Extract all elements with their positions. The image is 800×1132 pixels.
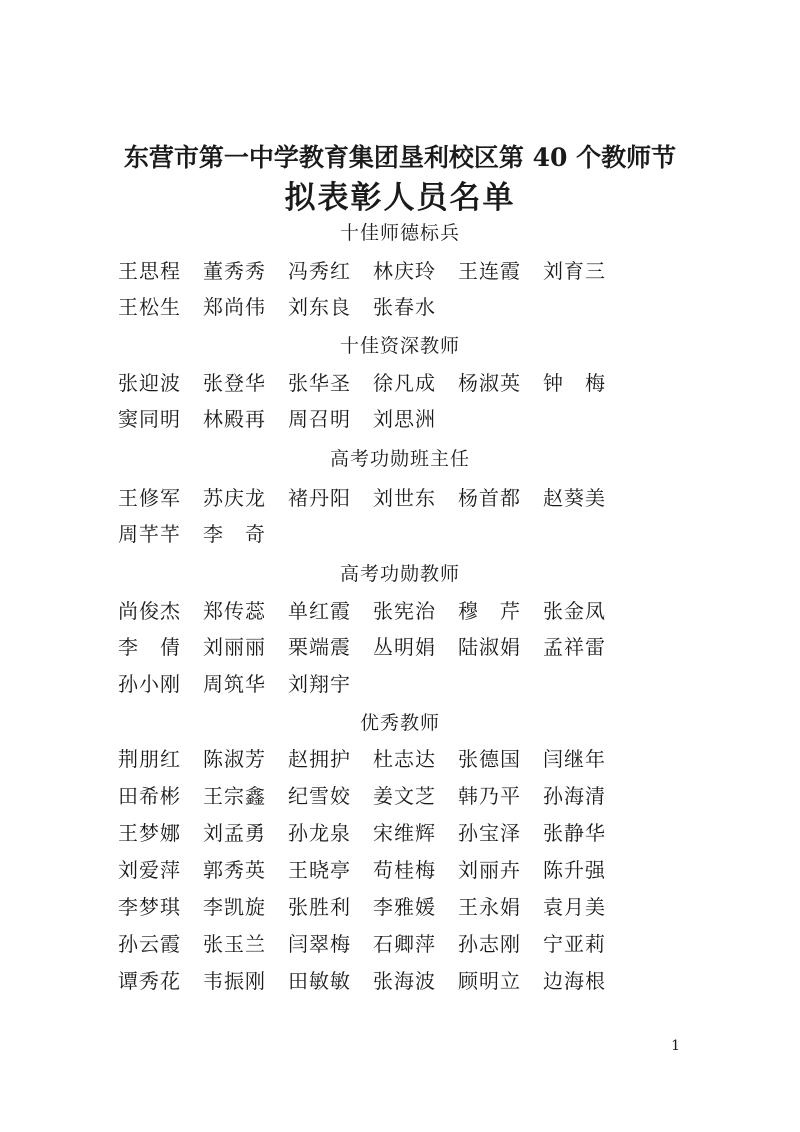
name-row <box>118 854 628 883</box>
name-entry: 张胜利 <box>288 895 351 919</box>
name-entry: 苟桂梅 <box>373 858 436 882</box>
section-heading: 高考功勋教师 <box>339 563 460 585</box>
name-entry: 杜志达 <box>373 747 436 771</box>
document-title: 东营市第一中学教育集团垦利校区第 40 个教师节 <box>123 143 677 172</box>
name-entry: 孟祥雷 <box>543 635 606 659</box>
name-entry: 杨首都 <box>458 486 521 510</box>
name-entry: 杨淑英 <box>458 371 521 395</box>
name-entry: 孙海清 <box>543 784 606 808</box>
name-entry: 张春水 <box>373 295 436 319</box>
section-heading: 十佳师德标兵 <box>339 222 460 244</box>
page-number: 1 <box>671 1038 680 1054</box>
name-row <box>118 743 628 772</box>
name-entry: 孙小刚 <box>118 672 181 696</box>
document-subtitle: 拟表彰人员名单 <box>284 180 516 216</box>
name-entry: 王永娟 <box>458 895 521 919</box>
name-row <box>118 928 628 957</box>
name-entry: 张金凤 <box>543 599 606 623</box>
section-heading: 高考功勋班主任 <box>329 448 470 470</box>
name-row <box>118 403 458 432</box>
name-row <box>118 891 628 920</box>
name-entry: 郑尚伟 <box>203 295 266 319</box>
name-entry: 韩乃平 <box>458 784 521 808</box>
section-heading: 十佳资深教师 <box>339 335 460 357</box>
name-entry: 李梦琪 <box>118 895 181 919</box>
name-entry: 孙宝泽 <box>458 821 521 845</box>
name-entry: 韦振刚 <box>203 969 266 993</box>
name-entry: 陈升强 <box>543 858 606 882</box>
name-entry: 田希彬 <box>118 784 181 808</box>
name-entry: 张静华 <box>543 821 606 845</box>
name-entry: 顾明立 <box>458 969 521 993</box>
name-row <box>118 668 373 697</box>
name-entry: 刘思洲 <box>373 407 436 431</box>
name-entry: 王松生 <box>118 295 181 319</box>
name-entry: 王梦娜 <box>118 821 181 845</box>
name-entry: 陆淑娟 <box>458 635 521 659</box>
name-entry: 栗端震 <box>288 635 351 659</box>
name-entry: 李凯旋 <box>203 895 266 919</box>
name-entry: 张华圣 <box>288 371 351 395</box>
name-entry: 李 倩 <box>118 635 181 659</box>
name-entry: 刘孟勇 <box>203 821 266 845</box>
name-entry: 宁亚莉 <box>543 932 606 956</box>
name-entry: 赵葵美 <box>543 486 606 510</box>
name-entry: 苏庆龙 <box>203 486 266 510</box>
name-entry: 郭秀英 <box>203 858 266 882</box>
name-row <box>118 780 628 809</box>
name-entry: 孙志刚 <box>458 932 521 956</box>
name-entry: 周筑华 <box>203 672 266 696</box>
name-entry: 尚俊杰 <box>118 599 181 623</box>
name-entry: 张海波 <box>373 969 436 993</box>
name-entry: 徐凡成 <box>373 371 436 395</box>
name-entry: 袁月美 <box>543 895 606 919</box>
name-entry: 王思程 <box>118 259 181 283</box>
name-row <box>118 518 288 547</box>
name-entry: 张登华 <box>203 371 266 395</box>
name-entry: 陈淑芳 <box>203 747 266 771</box>
name-entry: 钟 梅 <box>543 371 606 395</box>
name-entry: 边海根 <box>543 969 606 993</box>
name-entry: 田敏敏 <box>288 969 351 993</box>
name-entry: 张德国 <box>458 747 521 771</box>
name-entry: 林庆玲 <box>373 259 436 283</box>
name-entry: 宋维辉 <box>373 821 436 845</box>
name-entry: 荆朋红 <box>118 747 181 771</box>
name-entry: 郑传蕊 <box>203 599 266 623</box>
name-entry: 赵拥护 <box>288 747 351 771</box>
name-entry: 单红霞 <box>288 599 351 623</box>
name-entry: 刘育三 <box>543 259 606 283</box>
name-entry: 闫翠梅 <box>288 932 351 956</box>
name-entry: 董秀秀 <box>203 259 266 283</box>
name-row <box>118 965 628 994</box>
name-entry: 褚丹阳 <box>288 486 351 510</box>
name-row <box>118 482 628 511</box>
name-entry: 李雅媛 <box>373 895 436 919</box>
name-entry: 刘丽卉 <box>458 858 521 882</box>
name-entry: 周召明 <box>288 407 351 431</box>
name-row <box>118 595 628 624</box>
section-heading: 优秀教师 <box>359 712 440 734</box>
name-row <box>118 291 458 320</box>
name-row <box>118 631 628 660</box>
name-entry: 刘世东 <box>373 486 436 510</box>
name-entry: 刘东良 <box>288 295 351 319</box>
name-entry: 窦同明 <box>118 407 181 431</box>
name-entry: 张迎波 <box>118 371 181 395</box>
name-entry: 刘爱萍 <box>118 858 181 882</box>
name-row <box>118 255 628 284</box>
name-entry: 闫继年 <box>543 747 606 771</box>
name-entry: 刘翔宇 <box>288 672 351 696</box>
name-entry: 丛明娟 <box>373 635 436 659</box>
name-entry: 刘丽丽 <box>203 635 266 659</box>
name-entry: 张宪治 <box>373 599 436 623</box>
name-entry: 姜文芝 <box>373 784 436 808</box>
name-entry: 穆 芹 <box>458 599 521 623</box>
name-entry: 李 奇 <box>203 522 266 546</box>
name-entry: 张玉兰 <box>203 932 266 956</box>
name-entry: 王连霞 <box>458 259 521 283</box>
name-entry: 石卿萍 <box>373 932 436 956</box>
name-entry: 纪雪姣 <box>288 784 351 808</box>
name-entry: 孙云霞 <box>118 932 181 956</box>
name-entry: 王修军 <box>118 486 181 510</box>
name-entry: 王晓亭 <box>288 858 351 882</box>
name-entry: 谭秀花 <box>118 969 181 993</box>
name-row <box>118 367 628 396</box>
name-entry: 王宗鑫 <box>203 784 266 808</box>
name-entry: 林殿再 <box>203 407 266 431</box>
name-row <box>118 817 628 846</box>
name-entry: 孙龙泉 <box>288 821 351 845</box>
name-entry: 冯秀红 <box>288 259 351 283</box>
name-entry: 周芊芊 <box>118 522 181 546</box>
